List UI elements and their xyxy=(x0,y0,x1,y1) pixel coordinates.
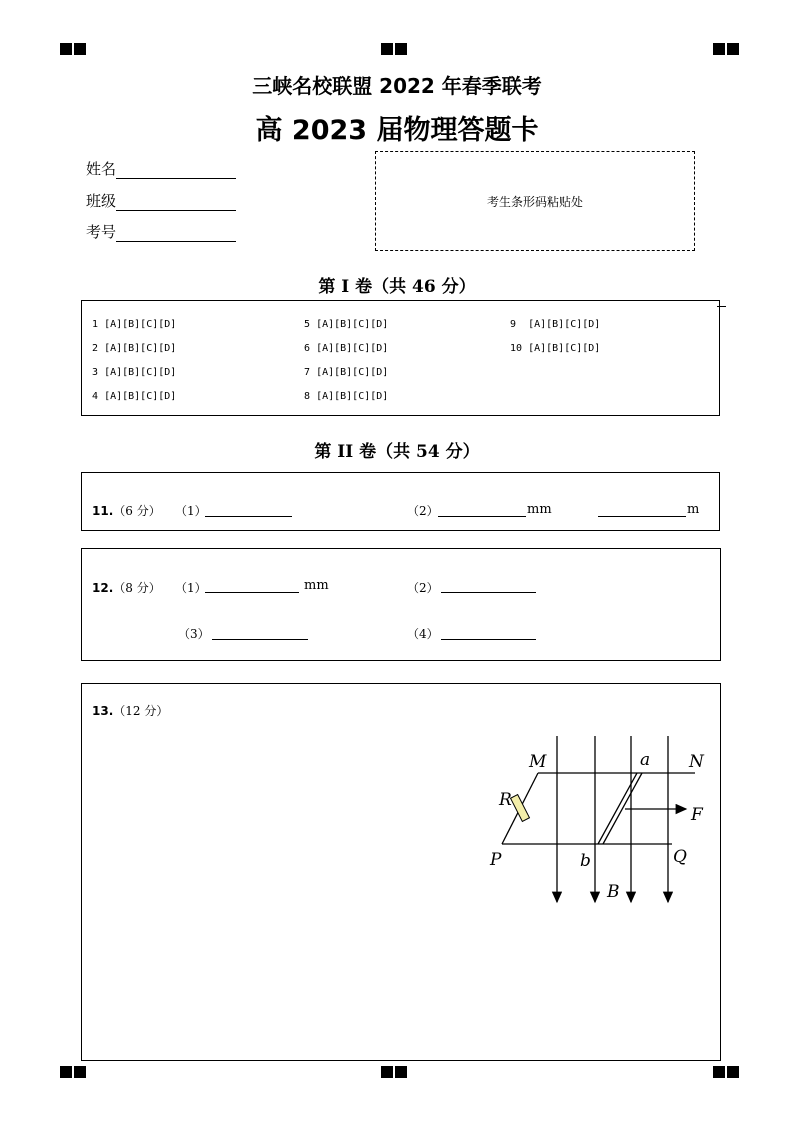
physics-diagram xyxy=(480,730,720,915)
label-B: B xyxy=(607,882,620,902)
choice-row-9[interactable]: 9 [A][B][C][D] xyxy=(510,319,601,330)
q11-unit-m: m xyxy=(687,502,700,517)
choice-row-5[interactable]: 5 [A][B][C][D] xyxy=(304,319,389,330)
name-blank[interactable] xyxy=(116,162,236,179)
name-field[interactable] xyxy=(86,158,236,179)
q12-part4-label: （4） xyxy=(407,627,439,641)
label-F: F xyxy=(691,805,703,825)
label-Q: Q xyxy=(673,847,687,867)
q12-part3-label: （3） xyxy=(178,627,210,641)
resistor xyxy=(511,795,530,822)
q12-label: 12.（8 分） xyxy=(92,581,161,595)
alignment-mark-bottom-left xyxy=(60,1066,86,1078)
exam-id-label: 考号 xyxy=(86,223,117,241)
question-12-box xyxy=(81,548,721,661)
q12-part1-blank[interactable] xyxy=(205,578,299,593)
q12-part4-blank[interactable] xyxy=(441,625,536,640)
q12-part1-label: （1） xyxy=(175,581,207,595)
q11-unit-mm: mm xyxy=(527,502,552,517)
exam-title: 三峡名校联盟 2022 年春季联考 xyxy=(252,74,542,98)
alignment-mark-top-center xyxy=(381,43,407,55)
q12-unit-mm: mm xyxy=(304,578,329,593)
section2-title: 第 II 卷（共 54 分） xyxy=(314,442,480,462)
label-N: N xyxy=(689,752,704,772)
answer-sheet-title: 高 2023 届物理答题卡 xyxy=(255,115,539,146)
label-R: R xyxy=(499,790,512,810)
name-label: 姓名 xyxy=(86,160,117,178)
choice-row-8[interactable]: 8 [A][B][C][D] xyxy=(304,391,389,402)
label-M: M xyxy=(529,752,547,772)
q11-part2-blank-m[interactable] xyxy=(598,502,686,517)
section1-title: 第 I 卷（共 46 分） xyxy=(318,277,476,297)
barcode-label: 考生条形码粘贴处 xyxy=(486,194,583,209)
alignment-mark-bottom-right xyxy=(713,1066,739,1078)
alignment-mark-top-left xyxy=(60,43,86,55)
q13-label: 13.（12 分） xyxy=(92,704,169,718)
box-tick-mark xyxy=(717,306,726,307)
q11-part2-label: （2） xyxy=(407,504,439,518)
q12-part2-label: （2） xyxy=(407,581,439,595)
q12-part2-blank[interactable] xyxy=(441,578,536,593)
class-blank[interactable] xyxy=(116,194,236,211)
choice-row-4[interactable]: 4 [A][B][C][D] xyxy=(92,391,177,402)
choice-row-10[interactable]: 10 [A][B][C][D] xyxy=(510,343,601,354)
label-P: P xyxy=(490,850,502,870)
multiple-choice-box xyxy=(81,300,720,416)
label-b: b xyxy=(580,851,591,871)
exam-id-blank[interactable] xyxy=(116,225,236,242)
choice-row-6[interactable]: 6 [A][B][C][D] xyxy=(304,343,389,354)
choice-row-1[interactable]: 1 [A][B][C][D] xyxy=(92,319,177,330)
class-field[interactable] xyxy=(86,190,236,211)
class-label: 班级 xyxy=(86,192,117,210)
label-a: a xyxy=(640,750,651,770)
barcode-area xyxy=(375,151,695,251)
q11-part1-label: （1） xyxy=(175,504,207,518)
alignment-mark-top-right xyxy=(713,43,739,55)
q12-part3-blank[interactable] xyxy=(212,625,308,640)
q11-part2-blank-mm[interactable] xyxy=(438,502,526,517)
choice-row-7[interactable]: 7 [A][B][C][D] xyxy=(304,367,389,378)
choice-row-3[interactable]: 3 [A][B][C][D] xyxy=(92,367,177,378)
alignment-mark-bottom-center xyxy=(381,1066,407,1078)
q11-label: 11.（6 分） xyxy=(92,504,161,518)
q11-part1-blank[interactable] xyxy=(205,502,292,517)
choice-row-2[interactable]: 2 [A][B][C][D] xyxy=(92,343,177,354)
exam-id-field[interactable] xyxy=(86,221,236,242)
